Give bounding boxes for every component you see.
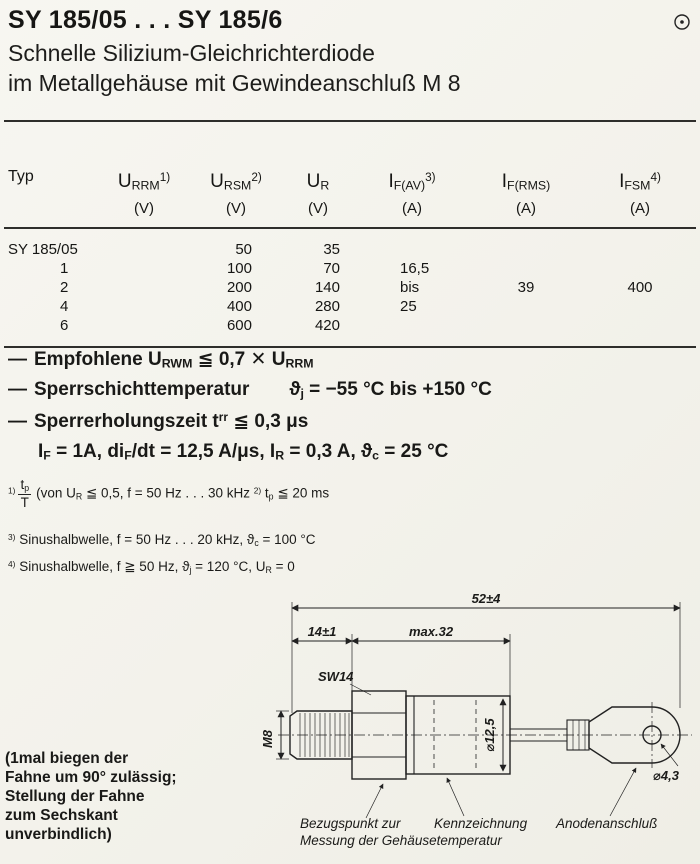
- cell-value: 16,5: [400, 259, 430, 277]
- col-header-ifsm: IFSM$^{4)}$ (A): [584, 150, 696, 228]
- cell-value: 100: [226, 259, 252, 277]
- table-row: [4, 316, 696, 347]
- flag-bending-note-line: Fahne um 90° zulässig;: [5, 768, 177, 786]
- ref-point-label-line1: Bezugspunkt zur: [300, 816, 401, 831]
- cell-value: 600: [192, 316, 280, 347]
- cell-value: 280: [314, 297, 340, 315]
- footnote-4: $^{4)}$ Sinushalbwelle, f ≧ 50 Hz, ϑj = 120 °C, UR = 0: [8, 559, 295, 576]
- col-header-typ: Typ: [4, 150, 96, 228]
- col-header-ursm: URSM$^{2)}$ (V): [192, 150, 280, 228]
- note-recovery-time: — Sperrerholungszeit $t^{rr}$ ≦ 0,3 μs: [8, 411, 309, 432]
- col-header-ur: UR (V): [280, 150, 356, 228]
- dimension-overall: [292, 592, 680, 608]
- cell-value: [584, 228, 696, 259]
- note-test-conditions: IF = 1A, diF/dt = 12,5 A/μs, IR = 0,3 A, ϑc = 25 °C: [38, 441, 449, 463]
- dimension-thread-label: 14±1: [307, 624, 337, 639]
- cell-value: 420: [280, 316, 356, 347]
- dimension-body-length: [352, 624, 510, 641]
- ref-point-label-line2: Messung der Gehäusetemperatur: [300, 833, 502, 848]
- cell-value: 39: [517, 278, 535, 296]
- cell-value: 70: [323, 259, 340, 277]
- footnote-1: $^{1)}$ $\frac{tp}{T}$ (von UR ≦ 0,5, f = 50 Hz . . . 30 kHz $^{2)}$ tp ≦ 20 ms: [8, 477, 330, 511]
- cell-value: [96, 297, 192, 316]
- footnotes-block: [8, 478, 329, 576]
- cell-value: bis: [400, 278, 420, 296]
- thread-diameter-text: M8: [260, 729, 275, 749]
- cell-value: [356, 316, 468, 347]
- cell-value: 35: [323, 240, 340, 258]
- flag-bending-note-line: (1mal biegen der: [5, 750, 129, 767]
- cell-value: 140: [314, 278, 340, 296]
- cell-value: [584, 316, 696, 347]
- note-junction-temp: — Sperrschichttemperatur ϑj = −55 °C bis +150 °C: [8, 379, 492, 401]
- cell-value: [468, 297, 584, 316]
- col-header-ifav: IF(AV)$^{3)}$ (A): [356, 150, 468, 228]
- ratings-table: [4, 150, 696, 348]
- cell-value: [96, 228, 192, 259]
- cell-value: 400: [226, 297, 252, 315]
- table-header-row: [4, 150, 696, 228]
- cell-value: [96, 259, 192, 278]
- body-diameter-text: ⌀12,5: [482, 718, 497, 752]
- cell-value: 25: [400, 297, 417, 315]
- subtitle-line2: im Metallgehäuse mit Gewindeanschluß M 8: [8, 70, 461, 96]
- cell-typ: 4: [60, 297, 69, 315]
- horizontal-rule: [4, 120, 696, 122]
- cell-value: [468, 316, 584, 347]
- table-row: [4, 278, 696, 297]
- cell-typ: 6: [4, 316, 96, 347]
- cell-value: [584, 259, 696, 278]
- page-title: SY 185/05 . . . SY 185/6: [8, 6, 283, 34]
- note-urwm: — Empfohlene URWM ≦ 0,7 ✕ URRM: [8, 349, 314, 371]
- marking-label: Kennzeichnung: [434, 816, 528, 831]
- annotation-anode: [555, 768, 657, 831]
- cell-value: [584, 297, 696, 316]
- cell-value: 200: [226, 278, 252, 296]
- dimension-overall-label: 52±4: [471, 592, 501, 606]
- body-diameter-label: [482, 699, 503, 771]
- col-header-ifrms: IF(RMS) (A): [468, 150, 584, 228]
- cell-value: 400: [627, 278, 653, 296]
- cell-typ: 2: [60, 278, 69, 296]
- footnote-3: $^{3)}$ Sinushalbwelle, f = 50 Hz . . . 20 kHz, ϑc = 100 °C: [8, 532, 316, 549]
- col-header-urrm: URRM$^{1)}$ (V): [96, 150, 192, 228]
- wrench-size-text: SW14: [318, 669, 354, 684]
- cell-value: [96, 316, 192, 347]
- flag-bending-note-line: unverbindlich): [5, 825, 112, 843]
- cell-value: [468, 259, 584, 278]
- fraction-tp-over-T: $\frac{tp}{T}$: [20, 477, 30, 511]
- hole-diameter-text: ⌀4,3: [653, 768, 679, 783]
- bullet-dash: —: [8, 411, 27, 432]
- flag-bending-note: [5, 750, 215, 845]
- bullet-dash: —: [8, 349, 27, 370]
- circle-dot-icon: [672, 12, 692, 32]
- cell-value: [356, 228, 468, 259]
- dimension-body-label: max.32: [408, 624, 454, 639]
- table-row: [4, 259, 696, 278]
- table-row: [4, 297, 696, 316]
- cell-value: [468, 228, 584, 259]
- cell-typ: SY 185/05: [8, 240, 78, 258]
- subtitle-line1: Schnelle Silizium-Gleichrichterdiode: [8, 40, 375, 66]
- flag-bending-note-line: zum Sechskant: [5, 806, 118, 824]
- cell-value: [96, 278, 192, 297]
- dimension-thread-length: [292, 624, 352, 641]
- bullet-dash: —: [8, 379, 27, 400]
- notes-block: [8, 348, 492, 472]
- cell-typ: 1: [60, 259, 69, 277]
- cell-value: 50: [235, 240, 252, 258]
- table-row: [4, 228, 696, 259]
- flag-bending-note-line: Stellung der Fahne: [5, 787, 145, 805]
- annotation-marking: [434, 778, 528, 831]
- anode-label: Anodenanschluß: [556, 816, 658, 831]
